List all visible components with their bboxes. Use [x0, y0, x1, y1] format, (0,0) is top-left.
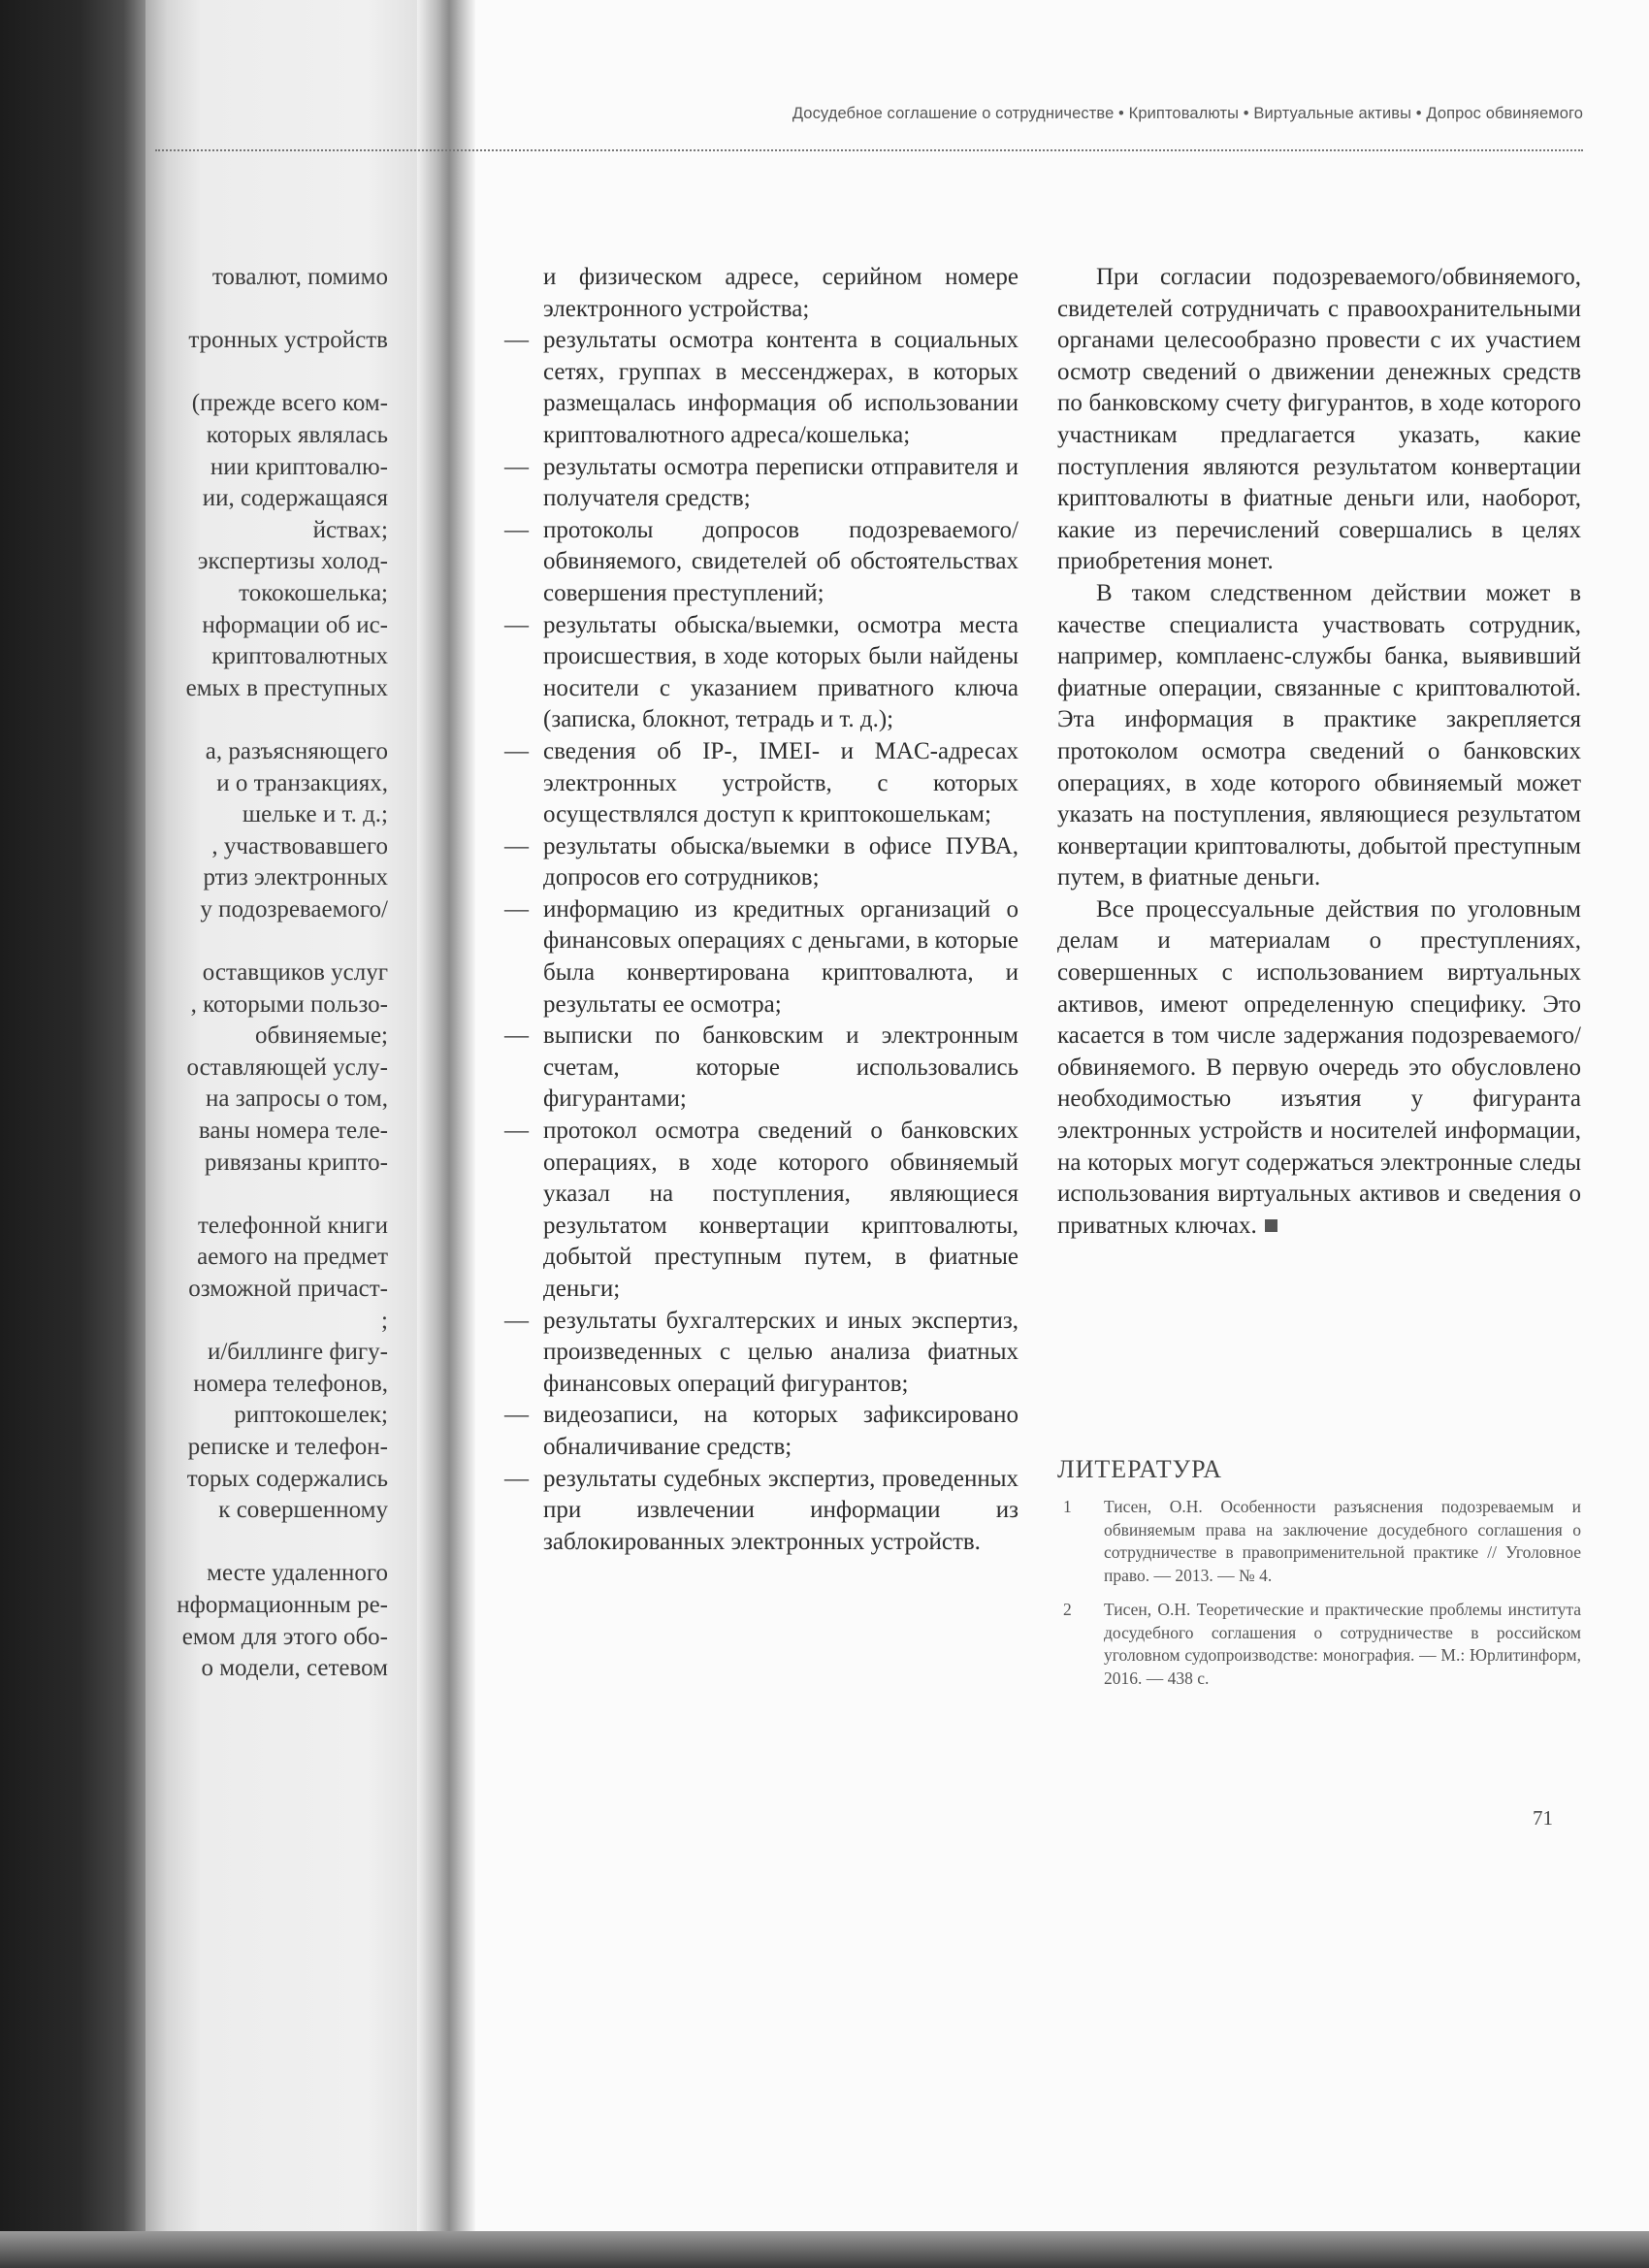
dash-marker: — [504, 516, 529, 543]
reference-number: 2 [1063, 1600, 1072, 1619]
fragment-line: у подозреваемого/ [200, 895, 388, 923]
list-item-text: видеозаписи, на которых зафиксировано обналичивание средств; [543, 1402, 1018, 1460]
scan-shadow-bottom [0, 2231, 1649, 2268]
fragment-line: ваны номера теле- [198, 1118, 388, 1145]
list-item-text: результаты осмотра переписки отправителя и получателя средств; [543, 453, 1018, 512]
fragment-line: озможной причаст- [188, 1276, 388, 1302]
fragment-line: экспертизы холод- [197, 548, 388, 575]
fragment-line: ии, содержащаяся [202, 485, 388, 512]
list-item [504, 1400, 1018, 1463]
end-mark-square [1265, 1219, 1277, 1232]
list-item [504, 894, 1018, 1021]
list-item [504, 452, 1018, 515]
fragment-line: риптокошелек; [234, 1402, 388, 1429]
list-item-text: информацию из кредитных организаций о финансовых операциях с деньгами, в которые была конвертирована криптовалюта, и результаты ее осмотра; [543, 895, 1018, 1018]
list-item-text: протоколы допросов подозреваемого/обвиняемого, свидетелей об обстоятельствах совершения преступлений; [543, 516, 1018, 606]
fragment-line: ривязаны крипто- [204, 1149, 388, 1176]
header-divider [155, 149, 1583, 151]
dash-marker: — [504, 895, 529, 923]
fragment-line: , участвовавшего [211, 832, 388, 859]
dash-marker: — [504, 453, 529, 480]
dash-marker: — [504, 1118, 529, 1145]
dash-marker: — [504, 1022, 529, 1050]
fragment-line: к совершенному [218, 1497, 388, 1524]
facing-page-text [155, 262, 388, 1685]
reference-number: 1 [1063, 1497, 1072, 1516]
fragment-line: обвиняемые; [254, 1022, 388, 1050]
dash-marker: — [504, 1307, 529, 1334]
fragment-line: а, разъясняющего [205, 737, 388, 764]
fragment-line: нии криптовалю- [210, 453, 388, 480]
middle-column [504, 262, 1018, 1558]
reference-text: Тисен, О.Н. Особенности разъяснения подозреваемым и обвиняемым права на заключение досудебного соглашения о сотрудничестве в правоприменительной практике // Уголовное право. — 2013. — № 4. [1104, 1497, 1581, 1585]
dash-marker: — [504, 832, 529, 859]
fragment-line [155, 294, 388, 326]
book-gutter [417, 0, 475, 2268]
fragment-line: йствах; [312, 516, 388, 543]
fragment-line [155, 357, 388, 389]
list-item-text: сведения об IP-, IMEI- и MAC-адресах электронных устройств, с которых осуществлялся доступ к криптокошелькам; [543, 737, 1018, 828]
list-item [504, 1464, 1018, 1559]
evidence-list [504, 325, 1018, 1558]
right-column [1057, 262, 1581, 1242]
running-head: Досудебное соглашение о сотрудничестве • Криптовалюты • Виртуальные активы • Допрос обвиняемого [792, 105, 1583, 122]
list-item [504, 831, 1018, 894]
fragment-line: тококошелька; [239, 579, 388, 606]
fragment-line: и о транзакциях, [216, 769, 388, 796]
fragment-line: шельке и т. д.; [242, 801, 388, 828]
list-item-text: результаты судебных экспертиз, проведенных при извлечении информации из заблокированных электронных устройств. [543, 1465, 1018, 1555]
list-item [504, 515, 1018, 610]
fragment-line: на запросы о том, [206, 1085, 388, 1113]
reference-item [1057, 1599, 1581, 1690]
fragment-line [155, 1527, 388, 1559]
reference-list [1057, 1496, 1581, 1701]
fragment-line: (прежде всего ком- [191, 390, 388, 417]
fragment-line: емых в преступных [185, 674, 388, 701]
fragment-line: аемого на предмет [197, 1244, 388, 1271]
dash-marker: — [504, 327, 529, 354]
list-item [504, 736, 1018, 831]
list-item-text: результаты обыска/выемки, осмотра места происшествия, в ходе которых были найдены носители с указанием приватного ключа (записка, блокнот, тетрадь и т. д.); [543, 611, 1018, 733]
fragment-line: реписке и телефон- [187, 1433, 388, 1460]
fragment-line: ртиз электронных [203, 864, 388, 891]
continuation-text: и физическом адресе, серийном номере электронного устройства; [543, 264, 1018, 322]
fragment-line: торых содержались [186, 1465, 388, 1492]
list-item [504, 1306, 1018, 1401]
fragment-line: и/биллинге фигу- [207, 1339, 388, 1366]
paragraph: При согласии подозреваемого/обвиняемого, свидетелей сотрудничать с правоохранительными органами целесообразно провести с их участием осмотр сведений о движении денежных средств по банковскому счету фигурантов, в ходе которого участникам предлагается указать, какие поступления являются результатом конвертации криптовалюты в фиатные деньги или, наоборот, какие из перечислений совершались в целях приобретения монет. [1057, 264, 1581, 575]
dash-marker: — [504, 1402, 529, 1429]
fragment-line [155, 1179, 388, 1211]
list-item [504, 610, 1018, 736]
list-item-text: протокол осмотра сведений о банковских операциях, в ходе которого обвиняемый указал на поступления, являющиеся результатом конвертации криптовалюты, добытой преступным путем, в фиатные деньги; [543, 1118, 1018, 1302]
dash-marker: — [504, 1465, 529, 1492]
reference-text: Тисен, О.Н. Теоретические и практические проблемы института досудебного соглашения о сотрудничестве в российском уголовном судопроизводстве: монография. — М.: Юрлитинформ, 2016. — 438 с. [1104, 1600, 1581, 1688]
paragraph: В таком следственном действии может в качестве специалиста участвовать сотрудник, например, комплаенс-службы банка, выявивший фиатные операции, связанные с криптовалютой. Эта информация в практике закрепляется протоколом осмотра сведений о банковских операциях, в ходе которого обвиняемый может указать на поступления, являющиеся результатом конвертации криптовалюты, добытой преступным путем, в фиатные деньги. [1057, 579, 1581, 891]
fragment-line: о модели, сетевом [201, 1655, 388, 1682]
literature-heading: ЛИТЕРАТУРА [1057, 1455, 1222, 1483]
fragment-line: товалют, помимо [211, 264, 388, 290]
fragment-line: телефонной книги [197, 1212, 388, 1239]
dash-marker: — [504, 737, 529, 764]
fragment-line: оставщиков услуг [202, 959, 388, 987]
fragment-line: емом для этого обо- [181, 1623, 388, 1650]
fragment-line [155, 925, 388, 957]
list-item-text: выписки по банковским и электронным счетам, которые использовались фигурантами; [543, 1022, 1018, 1113]
fragment-line [155, 704, 388, 736]
page-number: 71 [1533, 1806, 1553, 1830]
list-item-text: результаты осмотра контента в социальных сетях, группах в мессенджерах, в которых размещалась информация об использовании криптовалютного адреса/кошелька; [543, 327, 1018, 448]
list-item-text: результаты бухгалтерских и иных экспертиз, произведенных с целью анализа фиатных финансовых операций фигурантов; [543, 1307, 1018, 1397]
fragment-line: которых являлась [206, 421, 388, 448]
dash-marker: — [504, 611, 529, 638]
fragment-line: месте удаленного [207, 1560, 388, 1587]
fragment-line: ; [381, 1307, 388, 1334]
list-item [504, 1021, 1018, 1116]
list-item [504, 1116, 1018, 1306]
list-item [504, 325, 1018, 451]
list-item-text: результаты обыска/выемки в офисе ПУВА, допросов его сотрудников; [543, 832, 1018, 891]
fragment-line: нформационным ре- [177, 1591, 388, 1618]
fragment-line: номера телефонов, [193, 1370, 388, 1397]
fragment-line: нформации об ис- [202, 611, 388, 638]
fragment-line: , которыми пользо- [190, 990, 388, 1018]
fragment-line: тронных устройств [188, 327, 388, 354]
fragment-line: оставляющей услу- [186, 1053, 388, 1081]
fragment-line: криптовалютных [211, 643, 388, 670]
paragraph: Все процессуальные действия по уголовным делам и материалам о преступлениях, совершенных с использованием виртуальных активов, имеют определенную специфику. Это касается в том числе задержания подозреваемого/обвиняемого. В первую очередь это обусловлено необходимостью изъятия у фигуранта электронных устройств и носителей информации, на которых могут содержаться электронные следы использования виртуальных активов и сведения о приватных ключах. [1057, 895, 1581, 1239]
scan-shadow-left [0, 0, 146, 2268]
reference-item [1057, 1496, 1581, 1587]
